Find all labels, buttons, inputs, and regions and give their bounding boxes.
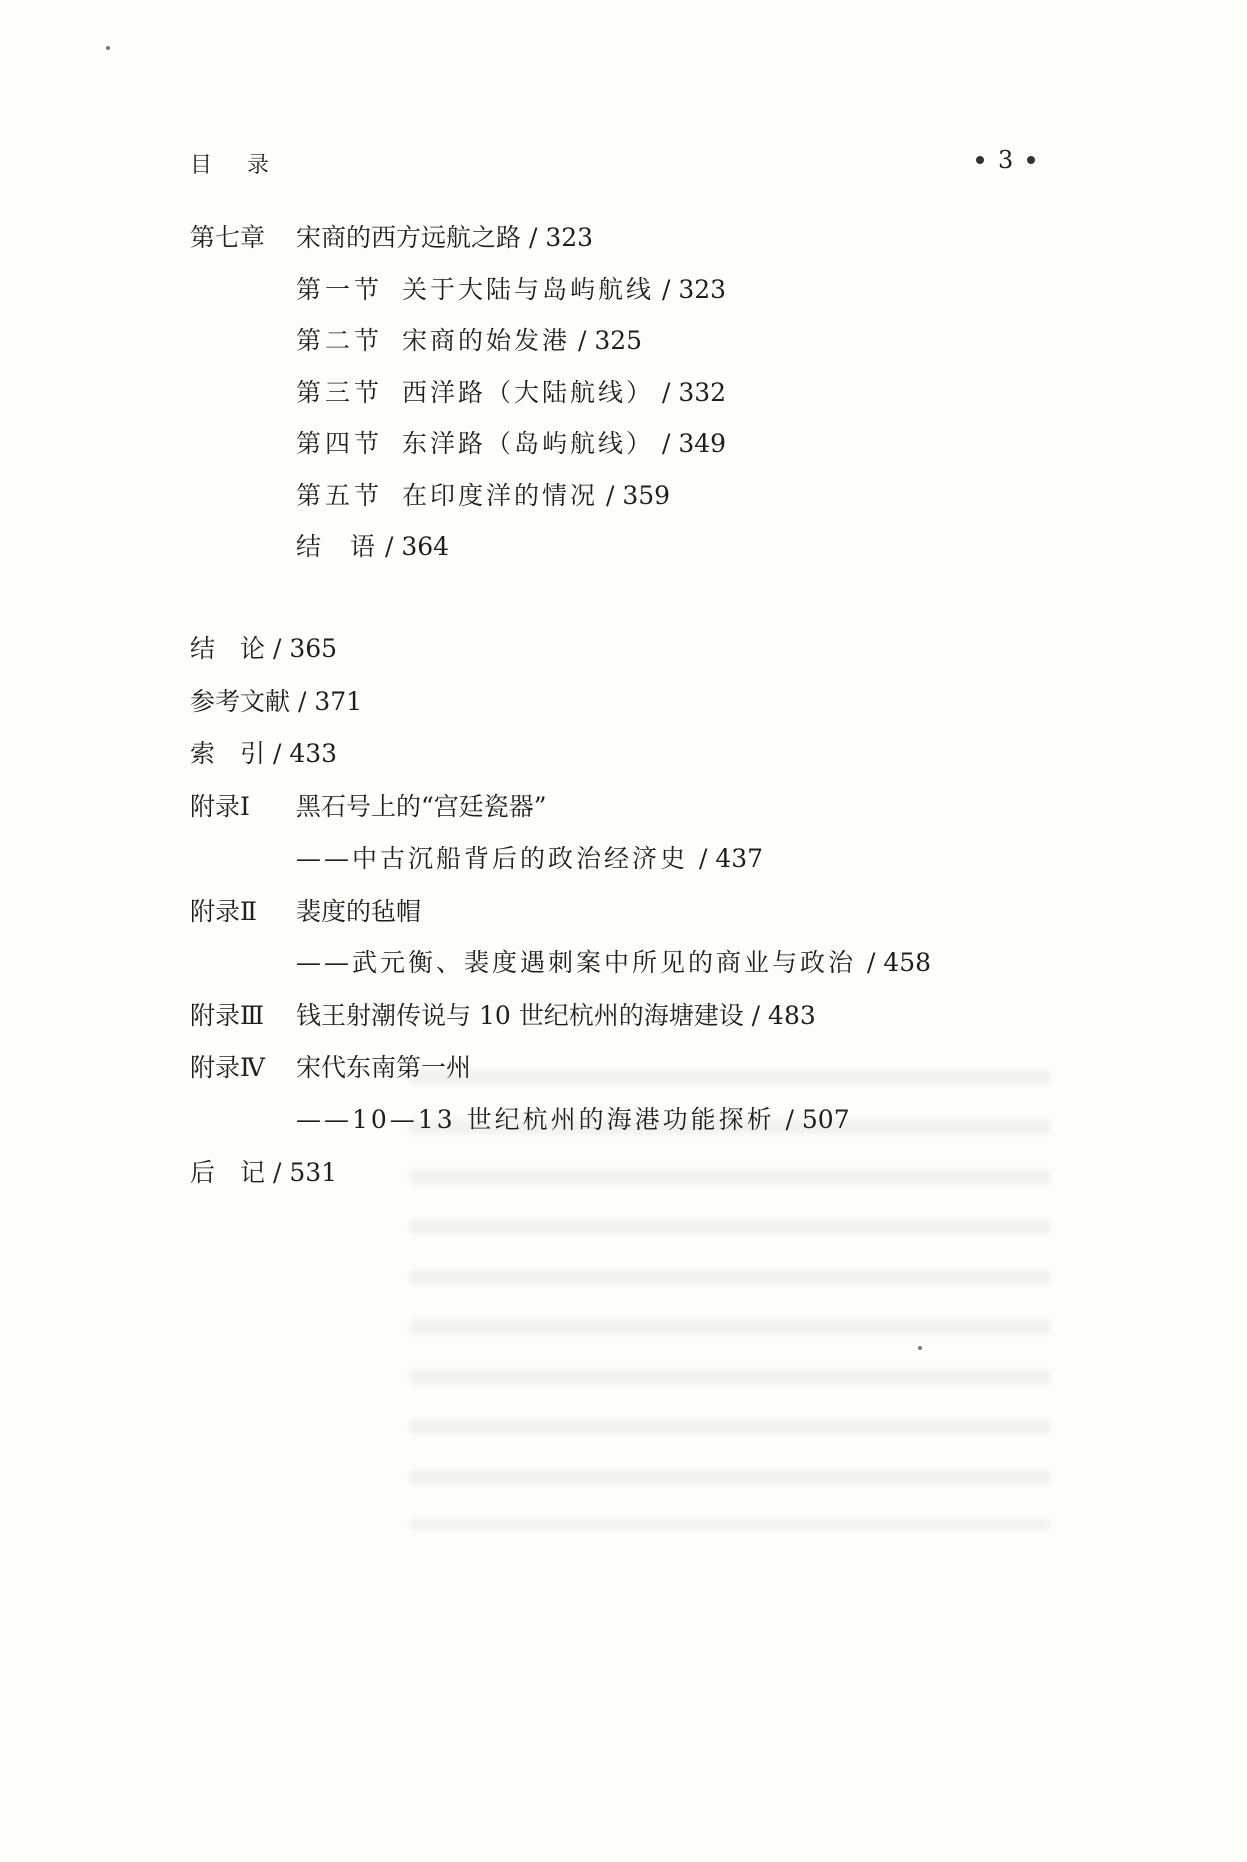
appendix-subtitle: ——中古沉船背后的政治经济史 (296, 844, 689, 873)
entry-label: 后 记 (190, 1158, 266, 1187)
section-page: / 325 (577, 326, 643, 355)
section-title: 东洋路（岛屿航线） (402, 429, 655, 458)
toc-appendix-1-subtitle[interactable] (296, 841, 763, 877)
chapter-title: 宋商的西方远航之路 (296, 223, 522, 252)
running-header-title: 目 录 (190, 153, 283, 178)
bullet-dot-icon (1027, 156, 1035, 164)
section-label: 第一节 (296, 275, 384, 304)
appendix-label: 附录Ⅲ (190, 1001, 265, 1030)
appendix-subtitle: ——10—13 世纪杭州的海港功能探析 (296, 1105, 775, 1134)
chapter-label: 第七章 (190, 223, 266, 252)
appendix-page: / 458 (866, 948, 932, 977)
appendix-title: 裴度的毡帽 (296, 897, 422, 926)
entry-page: / 531 (272, 1158, 338, 1187)
toc-appendix-4[interactable] (190, 1050, 471, 1086)
section-page: / 323 (661, 275, 727, 304)
appendix-label: 附录Ⅰ (190, 792, 250, 821)
section-title: 关于大陆与岛屿航线 (402, 275, 655, 304)
toc-section-conclusion[interactable] (296, 529, 449, 565)
toc-entry-conclusion[interactable] (190, 631, 337, 667)
section-page: / 359 (605, 481, 671, 510)
entry-label: 结 论 (190, 634, 266, 663)
entry-page: / 371 (297, 687, 363, 716)
toc-appendix-1[interactable] (190, 789, 547, 825)
appendix-subtitle: ——武元衡、裴度遇刺案中所见的商业与政治 (296, 948, 857, 977)
toc-entry-references[interactable] (190, 684, 362, 720)
appendix-label: 附录Ⅱ (190, 897, 257, 926)
toc-entry-afterword[interactable] (190, 1155, 337, 1191)
toc-section-2[interactable] (296, 323, 642, 359)
section-page: / 364 (384, 532, 450, 561)
toc-appendix-3[interactable] (190, 998, 816, 1034)
section-page: / 349 (661, 429, 727, 458)
bleed-through-text (410, 1070, 1050, 1530)
entry-page: / 433 (272, 739, 338, 768)
toc-section-5[interactable] (296, 478, 670, 514)
section-title: 宋商的始发港 (402, 326, 571, 355)
section-label: 第五节 (296, 481, 384, 510)
appendix-page: / 437 (698, 844, 764, 873)
paper-speck (106, 46, 110, 50)
bullet-dot-icon (976, 156, 984, 164)
section-page: / 332 (661, 378, 727, 407)
section-label: 结 语 (296, 532, 378, 561)
entry-label: 参考文献 (190, 687, 291, 716)
toc-section-3[interactable] (296, 375, 726, 411)
entry-page: / 365 (272, 634, 338, 663)
toc-appendix-4-subtitle[interactable] (296, 1102, 850, 1138)
toc-section-1[interactable] (296, 272, 726, 308)
appendix-title: 黑石号上的“宫廷瓷器” (296, 792, 547, 821)
toc-appendix-2-subtitle[interactable] (296, 945, 931, 981)
section-label: 第三节 (296, 378, 384, 407)
appendix-title: 宋代东南第一州 (296, 1053, 472, 1082)
page-number (976, 146, 1035, 174)
page-number-value: 3 (998, 146, 1014, 174)
toc-chapter-7[interactable] (190, 220, 593, 256)
appendix-page: / 483 (751, 1001, 816, 1030)
section-title: 西洋路（大陆航线） (402, 378, 655, 407)
toc-appendix-2[interactable] (190, 894, 421, 930)
paper-speck (918, 1346, 922, 1350)
entry-label: 索 引 (190, 739, 266, 768)
toc-entry-index[interactable] (190, 736, 337, 772)
appendix-page: / 507 (785, 1105, 850, 1134)
appendix-label: 附录Ⅳ (190, 1053, 265, 1082)
section-label: 第四节 (296, 429, 384, 458)
chapter-page: / 323 (528, 223, 594, 252)
toc-section-4[interactable] (296, 426, 726, 462)
appendix-title: 钱王射潮传说与 10 世纪杭州的海塘建设 (296, 1001, 744, 1030)
section-label: 第二节 (296, 326, 384, 355)
section-title: 在印度洋的情况 (402, 481, 599, 510)
